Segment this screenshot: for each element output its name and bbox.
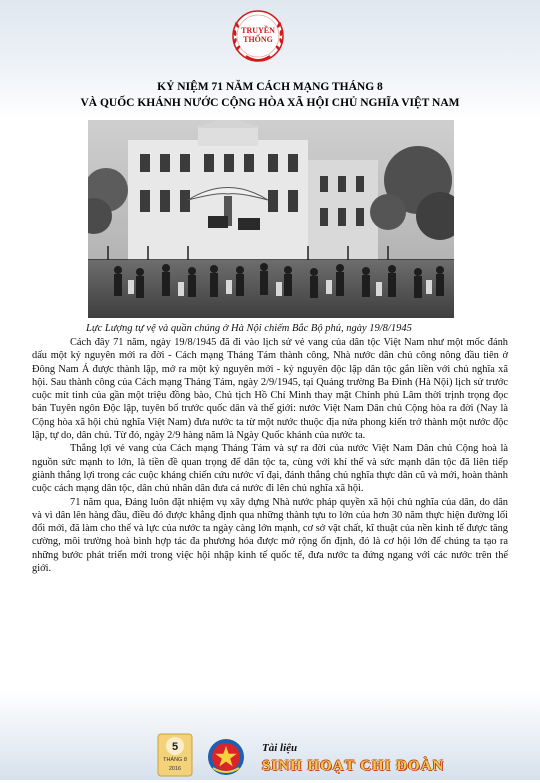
page-number-badge [157, 730, 193, 778]
footer-brand: SINH HOẠT CHI ĐOÀN [262, 758, 445, 774]
page-number: 5 [171, 741, 179, 753]
page-title [30, 79, 510, 111]
article-paragraph-1: Cách đây 71 năm, ngày 19/8/1945 đã đi vào lịch sử vẻ vang của dân tộc Việt Nam như một mốc đánh dấu một kỷ nguyên mới ra đời - Cách mạng Tháng Tám thành công, Nhà nước dân chủ công nông đầu tiên ở Đông Nam Á được thành lập, mở ra một kỷ nguyên mới - kỷ nguyên độc lập dân tộc gắn liền với chủ nghĩa xã hội. Sau thành công của Cách mạng Tháng Tám, ngày 2/9/1945, tại Quảng trường Ba Đình (Hà Nội) lịch sử trước cuộc mít tinh của gần một triệu đồng bào, Chủ tịch Hồ Chí Minh thay mặt Chính phủ Lâm thời trịnh trọng đọc bản Tuyên ngôn Độc lập, tuyên bố trước quốc dân và thế giới: nước Việt Nam Dân chủ Cộng hòa ra đời (Nay là Cộng hòa xã hội chủ nghĩa Việt Nam) đưa nước ta từ một nước thuộc địa nửa phong kiến trở thành một nước độc lập, tự do, dân chủ. Từ đó, ngày 2/9 hàng năm là Ngày Quốc khánh của nước ta. [32, 337, 508, 442]
badge-year: 2016 [168, 766, 182, 772]
badge-month: THÁNG 8 [163, 757, 187, 763]
photo-caption: Lực Lượng tự vệ và quần chúng ở Hà Nội chiếm Bắc Bộ phủ, ngày 19/8/1945 [86, 323, 412, 334]
truyen-thong-logo [226, 8, 290, 68]
youth-union-emblem [207, 738, 245, 776]
footer-label: Tài liệu [262, 742, 298, 754]
article-body [32, 336, 508, 575]
logo-line-1: TRUYỀN [241, 26, 275, 35]
article-paragraph-2: Thắng lợi vẻ vang của Cách mạng Tháng Tám và sự ra đời của nước Việt Nam Dân chủ Cộng hoà là nguồn sức mạnh to lớn, là tiền đề quan trọng để dân tộc ta, cùng với khí thế và sức mạnh dân tộc đã liên tiếp giành thắng lợi trong các cuộc kháng chiến cứu nước vĩ đại, đánh thắng chủ nghĩa thực dân cũ và mới, hoàn thành cuộc cách mạng dân tộc, dân chủ nhân dân đưa cả nước đi lên chủ nghĩa xã hội. [32, 443, 508, 495]
bac-bo-phu-photo-image [88, 120, 454, 318]
article-paragraph-3: 71 năm qua, Đảng luôn đặt nhiệm vụ xây dựng Nhà nước pháp quyền xã hội chủ nghĩa của dân, do dân và vì dân lên hàng đầu, điều đó được khẳng định qua những thành tựu to lớn của hơn 30 năm thực hiện đường lối đổi mới, đã làm cho thế và lực của nước ta ngày càng lớn mạnh, cơ sở vật chất, kĩ thuật của nền kinh tế được tăng cường, môi trường hoà bình hợp tác đa phương hóa được mở rộng ổn định, đó là cơ hội lớn để chúng ta tạo ra những bước phát triển mới trong việc hội nhập kinh tế quốc tế, đưa nước ta đứng ngang với các nước trên thế giới. [32, 496, 508, 575]
logo-line-2: THỐNG [243, 35, 273, 44]
doan-thanh-nien-emblem-icon [207, 738, 245, 776]
historical-photo [88, 120, 454, 318]
logo-text [226, 26, 290, 44]
title-line-2: VÀ QUỐC KHÁNH NƯỚC CỘNG HÒA XÃ HỘI CHỦ NGHĨA VIỆT NAM [80, 97, 460, 109]
title-line-1: KỶ NIỆM 71 NĂM CÁCH MẠNG THÁNG 8 [157, 81, 383, 93]
